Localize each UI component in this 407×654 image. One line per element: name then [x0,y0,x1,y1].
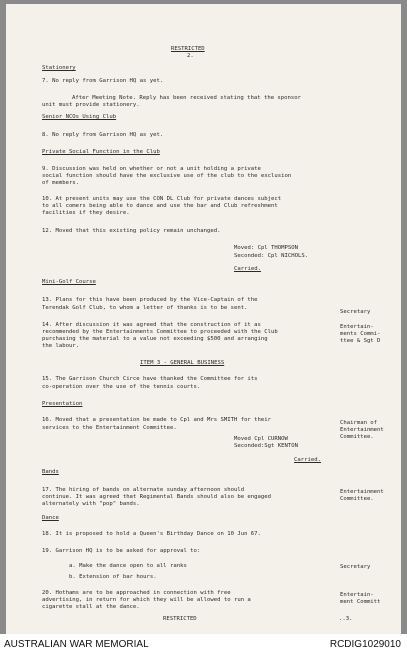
paragraph-9-line3: of members. [42,180,80,186]
presentation-seconded-by: Seconded:Sgt KENTON [234,443,298,449]
archive-footer [0,634,407,654]
paragraph-19: 19. Garrison HQ is to be asked for approval to: [42,548,201,554]
reference-id: RCDIG1029010 [329,639,401,650]
paragraph-10-line3: facilities if they desire. [42,210,130,216]
restricted-footer: RESTRICTED [163,616,197,622]
paragraph-19-item-a: a. Make the dance open to all ranks [69,563,187,569]
presentation-carried-label: Carried. [294,457,321,463]
paragraph-13-line1: 13. Plans for this have been produced by the Vice-Captain of the [42,297,258,303]
paragraph-18: 18. It is proposed to hold a Queen's Birthday Dance on 10 Jun 67. [42,531,261,537]
section-heading-presentation: Presentation [42,401,83,407]
section-heading-stationery: Stationery [42,65,76,71]
paragraph-16-line2: services to the Entertainment Committee. [42,425,177,431]
action-entertainment-2: Committee. [340,496,374,502]
action-secretary-dance: Secretary [340,564,371,570]
page-number: 2. [187,53,194,59]
document-page [6,4,401,634]
paragraph-12: 12. Moved that this existing policy remain unchanged. [42,228,221,234]
paragraph-20-line3: cigarette stall at the dance. [42,604,140,610]
action-entertainments-1: Entertain- [340,324,374,330]
paragraph-10-line1: 10. At present units may use the CON DL Club for private dances subject [42,196,282,202]
paragraph-9-line2: social function should have the exclusive use of the club to the exclusion [42,173,292,179]
paragraph-13-line2: Terendak Golf Club, to whom a letter of thanks is to be sent. [42,305,248,311]
carried-label: Carried. [234,266,261,272]
action-entertainment-dance-2: ment Committ [340,599,381,605]
paragraph-20-line1: 20. Hothams are to be approached in connection with free [42,590,231,596]
paragraph-14-line1: 14. After discussion it was agreed that the construction of it as [42,322,261,328]
section-heading-general-business: ITEM 3 - GENERAL BUSINESS [140,360,225,366]
paragraph-15-line1: 15. The Garrison Church Circe have thanked the Committee for its [42,376,258,382]
action-entertainment-dance-1: Entertain- [340,592,374,598]
action-secretary: Secretary [340,309,371,315]
paragraph-16-line1: 16. Moved that a presentation be made to Cpl and Mrs SMITH for their [42,417,272,423]
paragraph-17-line2: continue. It was agreed that Regimental Bands should also be engaged [42,494,272,500]
paragraph-20-line2: advertising, in return for which they will be allowed to run a [42,597,251,603]
section-heading-private-function: Private Social Function in the Club [42,149,160,155]
paragraph-14-line2: recommended by the Entertainments Committee to proceeded with the Club [42,329,278,335]
after-meeting-note-line2: unit must provide stationery. [42,102,140,108]
action-entertainments-3: ttee & Sgt D [340,338,381,344]
section-heading-dance: Dance [42,515,59,521]
paragraph-14-line4: the labour. [42,343,80,349]
section-heading-bands: Bands [42,469,59,475]
paragraph-9-line1: 9. Discussion was held on whether or not a unit holding a private [42,166,261,172]
paragraph-17-line1: 17. The hiring of bands on alternate sunday afternoon should [42,487,245,493]
paragraph-8: 8. No reply from Garrison HQ as yet. [42,132,164,138]
source-label: AUSTRALIAN WAR MEMORIAL [4,639,149,650]
moved-by: Moved: Cpl THOMPSON [234,245,298,251]
paragraph-7: 7. No reply from Garrison HQ as yet. [42,78,164,84]
paragraph-10-line2: to all comers being able to dance and use the bar and Club refreshment [42,203,278,209]
action-chairman-2: Entertainment [340,427,384,433]
action-entertainments-2: ments Commi- [340,331,381,337]
presentation-moved-by: Moved Cpl CURNOW [234,436,288,442]
seconded-by: Seconded: Cpl NICHOLS. [234,253,309,259]
action-entertainment-1: Entertainment [340,489,384,495]
paragraph-17-line3: alternately with "pop" bands. [42,501,140,507]
section-heading-senior-ncos: Senior NCOs Using Club [42,114,117,120]
action-chairman-1: Chairman of [340,420,378,426]
next-page-marker: ..3. [339,616,353,622]
paragraph-14-line3: purchasing the material to a value not exceeding $500 and arranging [42,336,268,342]
action-chairman-3: Committee. [340,434,374,440]
after-meeting-note-line1: After Meeting Note. Reply has been received stating that the sponsor [72,95,302,101]
restricted-heading: RESTRICTED [171,46,205,52]
paragraph-19-item-b: b. Extension of bar hours. [69,574,157,580]
section-heading-mini-golf: Mini-Golf Course [42,279,96,285]
paragraph-15-line2: co-operation over the use of the tennis courts. [42,384,201,390]
